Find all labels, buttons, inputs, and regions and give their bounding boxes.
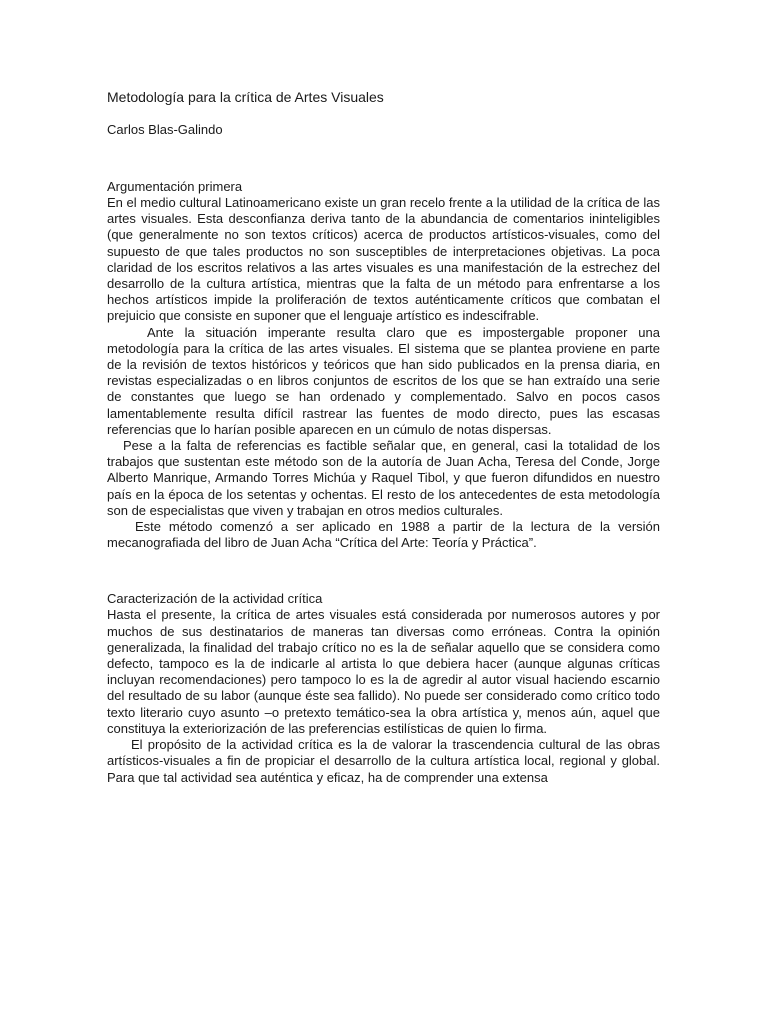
paragraph: Ante la situación imperante resulta claro que es impostergable proponer una metodología para la crítica de las artes visuales. El sistema que se plantea proviene en parte de la revisión de textos históricos y teóricos que han sido publicados en la prensa diaria, en revistas especializadas o en libros conjuntos de escritos de los que se han extraído una serie de constantes que luego se han ordenado y complementado. Salvo en pocos casos lamentablemente resulta difícil rastrear las fuentes de modo directo, pues las escasas referencias que lo harían posible aparecen en un cúmulo de notas dispersas.: [107, 324, 660, 437]
paragraph: En el medio cultural Latinoamericano existe un gran recelo frente a la utilidad de la crítica de las artes visuales. Esta desconfianza deriva tanto de la abundancia de comentarios ininteligibles (que generalmente no son textos críticos) acerca de productos artísticos-visuales, como del supuesto de que tales productos no son susceptibles de interpretaciones objetivas. La poca claridad de los escritos relativos a las artes visuales es una manifestación de la estrechez del desarrollo de la cultura artística, mientras que la falta de un método para enfrentarse a los hechos artísticos impide la proliferación de textos auténticamente críticos que combatan el prejuicio que consiste en suponer que el lenguaje artístico es indescifrable.: [107, 195, 660, 324]
paragraph: El propósito de la actividad crítica es la de valorar la trascendencia cultural de las obras artísticos-visuales a fin de propiciar el desarrollo de la cultura artística local, regional y global. Para que tal actividad sea auténtica y eficaz, ha de comprender una extensa: [107, 737, 660, 785]
section-heading-argumentacion: Argumentación primera: [107, 179, 243, 194]
document-title: Metodología para la crítica de Artes Visuales: [107, 89, 384, 105]
paragraph: Pese a la falta de referencias es factible señalar que, en general, casi la totalidad de los trabajos que sustentan este método son de la autoría de Juan Acha, Teresa del Conde, Jorge Alberto Manrique, Armando Torres Michúa y Raquel Tibol, y que fueron difundidos en nuestro país en la época de los setentas y ochentas. El resto de los antecedentes de esta metodología son de especialistas que viven y trabajan en otros medios culturales.: [107, 438, 660, 518]
document-author: Carlos Blas-Galindo: [107, 122, 223, 137]
paragraph: Este método comenzó a ser aplicado en 1988 a partir de la lectura de la versión mecanografiada del libro de Juan Acha “Crítica del Arte: Teoría y Práctica”.: [107, 519, 660, 551]
section-heading-caracterizacion: Caracterización de la actividad crítica: [107, 591, 323, 607]
paragraph: Hasta el presente, la crítica de artes visuales está considerada por numerosos autores y por muchos de sus destinatarios de maneras tan diversas como erróneas. Contra la opinión generalizada, la finalidad del trabajo crítico no es la de señalar aquello que se considera como defecto, tampoco es la de indicarle al artista lo que debiera hacer (aunque algunas críticas incluyan recomendaciones) pero tampoco lo es la de agredir al autor visual haciendo escarnio del resultado de su labor (aunque éste sea fallido). No puede ser considerado como crítico todo texto literario cuyo asunto –o pretexto temático-sea la obra artística y, menos aún, aquel que constituya la exteriorización de las preferencias estilísticas de quien lo firma.: [107, 607, 660, 736]
document-body: [107, 88, 660, 786]
